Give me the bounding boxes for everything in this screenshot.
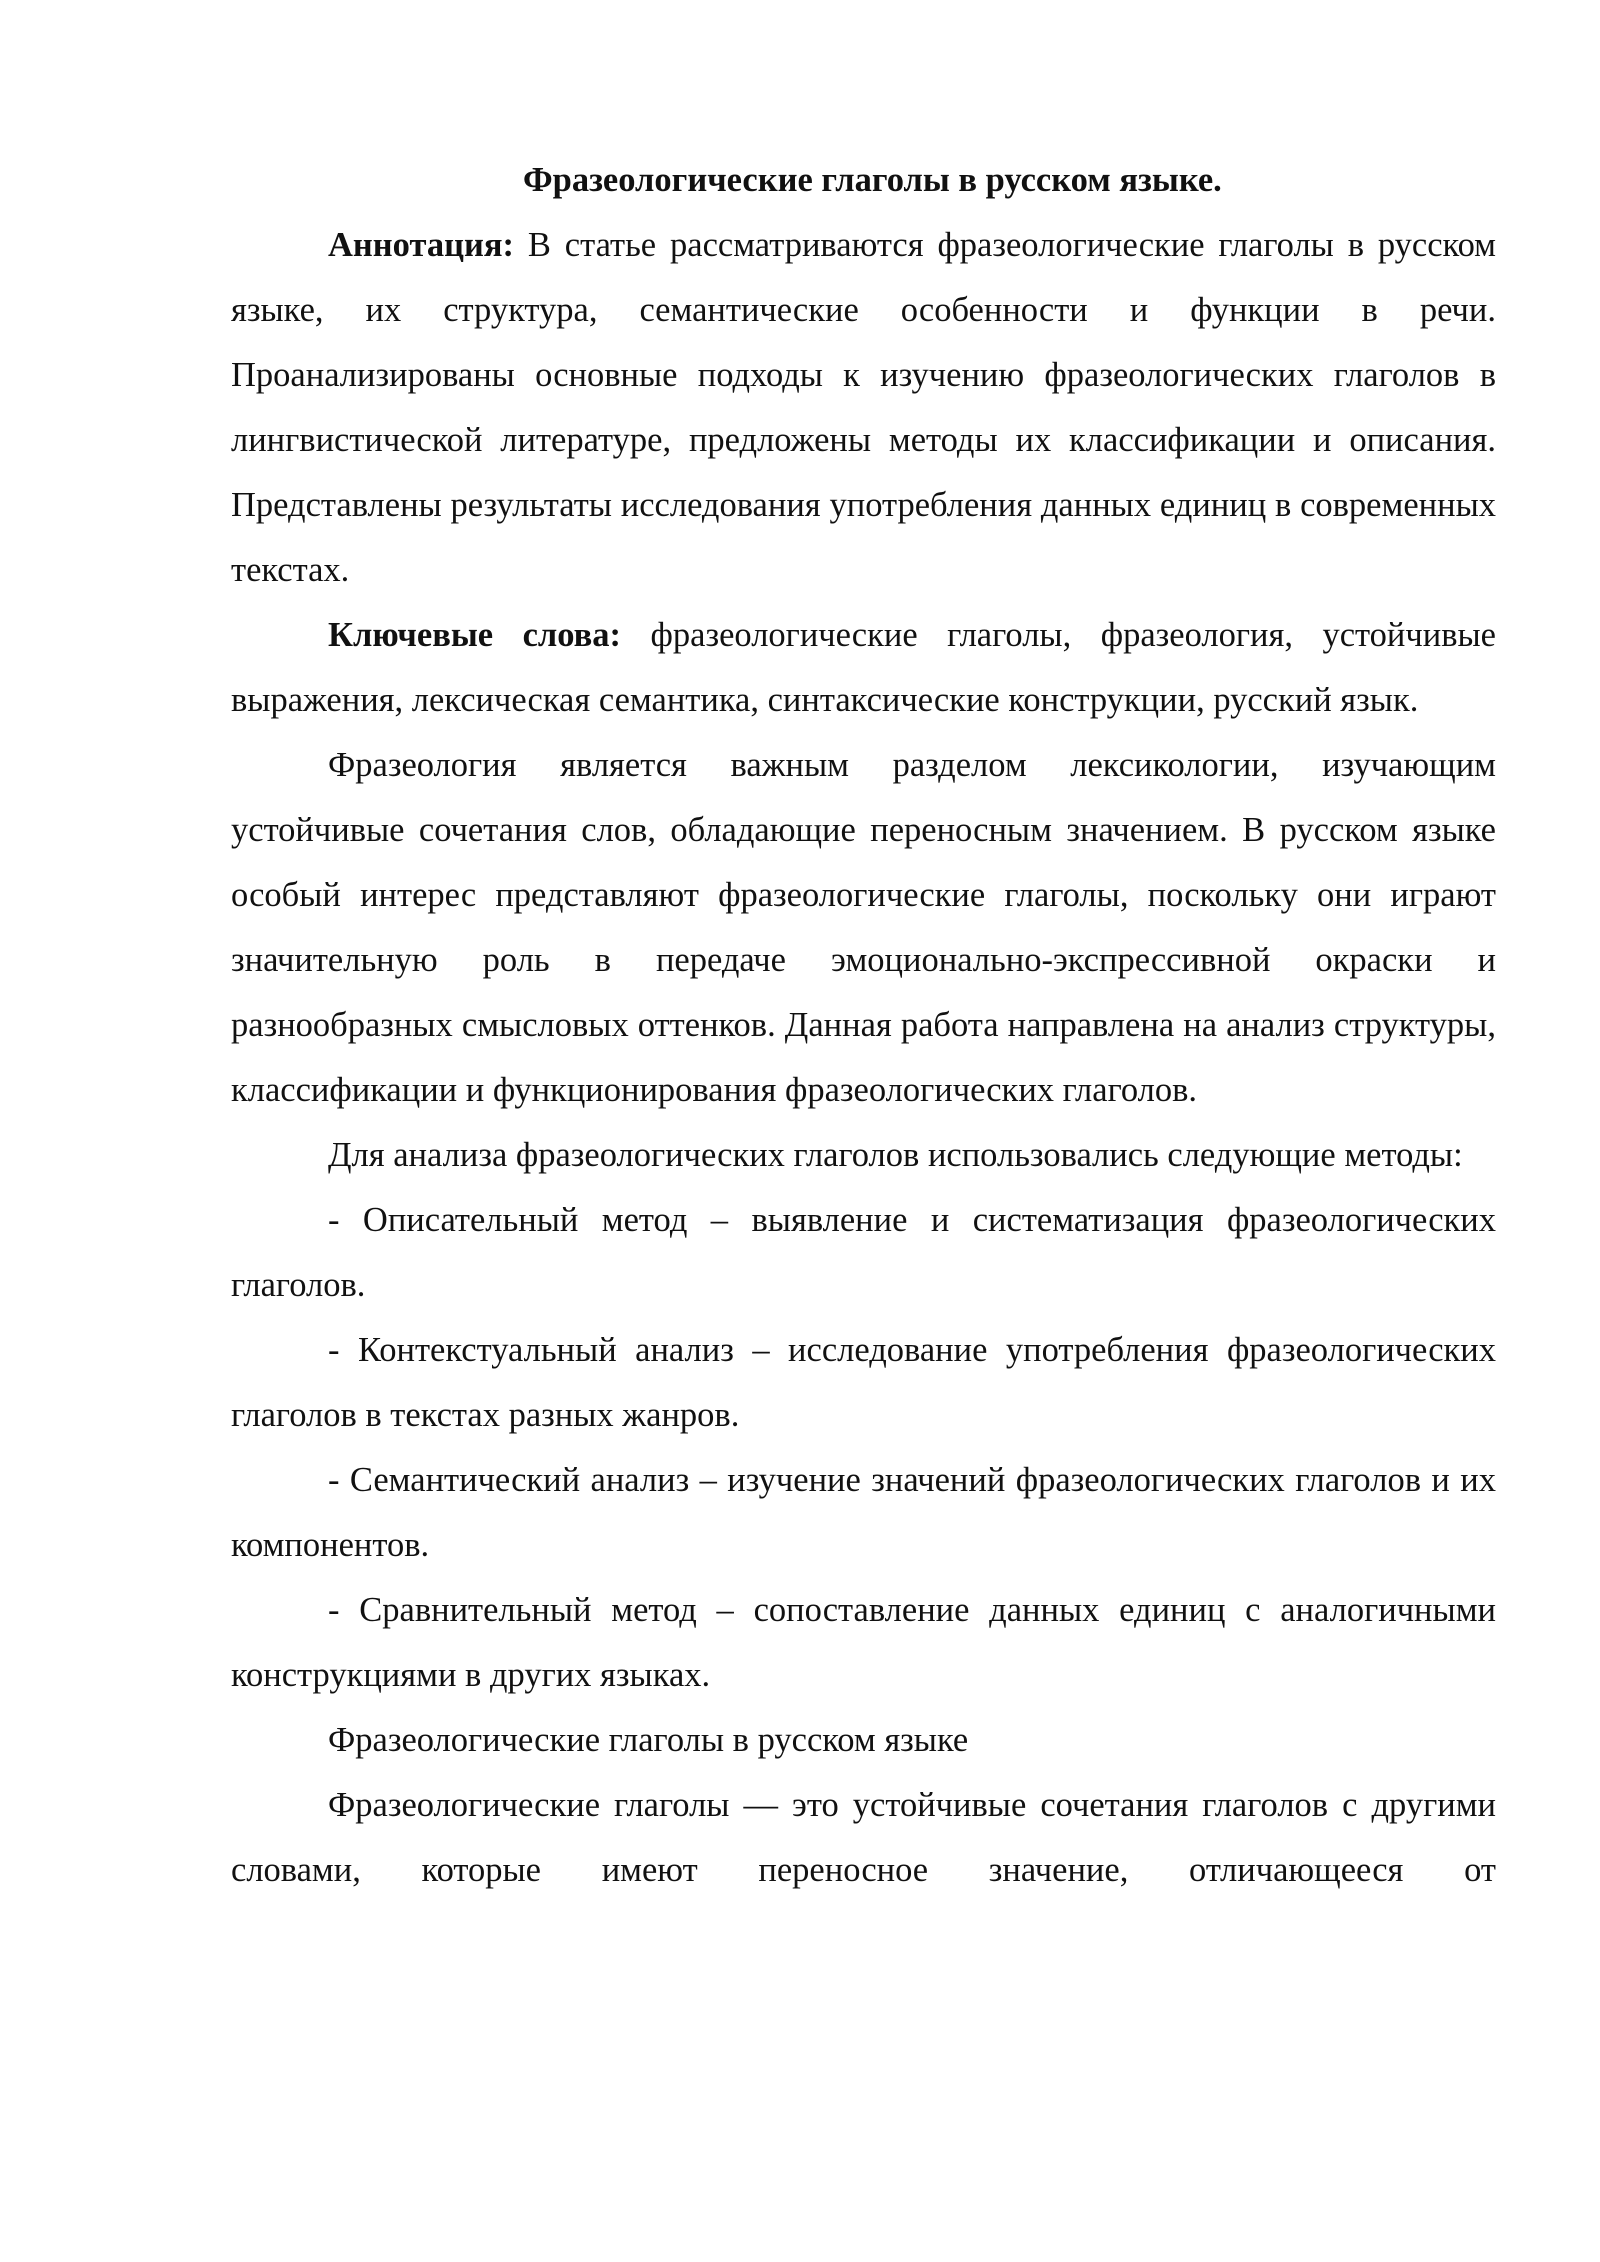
methods-intro-paragraph: Для анализа фразеологических глаголов использовались следующие методы: <box>328 1136 1463 1174</box>
keywords-text: фразеологические глаголы, фразеология, устойчивые выражения, лексическая семантика, синтаксические конструкции, русский язык. <box>231 616 1496 719</box>
intro-paragraph: Фразеология является важным разделом лексикологии, изучающим устойчивые сочетания слов, обладающие переносным значением. В русском языке особый интерес представляют фразеологические глаголы, поскольку они играют значительную роль в передаче эмоционально-экспрессивной окраски и разнообразных смысловых оттенков. Данная работа направлена на анализ структуры, классификации и функционирования фразеологических глаголов. <box>231 746 1496 1109</box>
annotation-label: Аннотация: <box>328 226 514 264</box>
annotation-paragraph <box>231 213 1496 603</box>
method-item-contextual: - Контекстуальный анализ – исследование употребления фразеологических глаголов в текстах разных жанров. <box>231 1331 1496 1434</box>
method-item-comparative: - Сравнительный метод – сопоставление данных единиц с аналогичными конструкциями в других языках. <box>231 1591 1496 1694</box>
annotation-text: В статье рассматриваются фразеологические глаголы в русском языке, их структура, семантические особенности и функции в речи. Проанализированы основные подходы к изучению фразеологических глаголов в лингвистической литературе, предложены методы их классификации и описания. Представлены результаты исследования употребления данных единиц в современных текстах. <box>231 226 1496 589</box>
document-title: Фразеологические глаголы в русском языке. <box>523 161 1222 199</box>
keywords-label: Ключевые слова: <box>328 616 622 654</box>
keywords-paragraph <box>231 603 1496 733</box>
method-item-descriptive: - Описательный метод – выявление и систематизация фразеологических глаголов. <box>231 1201 1496 1304</box>
document-body <box>231 148 1496 1903</box>
section-heading: Фразеологические глаголы в русском языке <box>328 1721 969 1759</box>
method-item-semantic: - Семантический анализ – изучение значений фразеологических глаголов и их компонентов. <box>231 1461 1496 1564</box>
definition-paragraph: Фразеологические глаголы — это устойчивые сочетания глаголов с другими словами, которые имеют переносное значение, отличающееся от <box>231 1786 1496 1889</box>
